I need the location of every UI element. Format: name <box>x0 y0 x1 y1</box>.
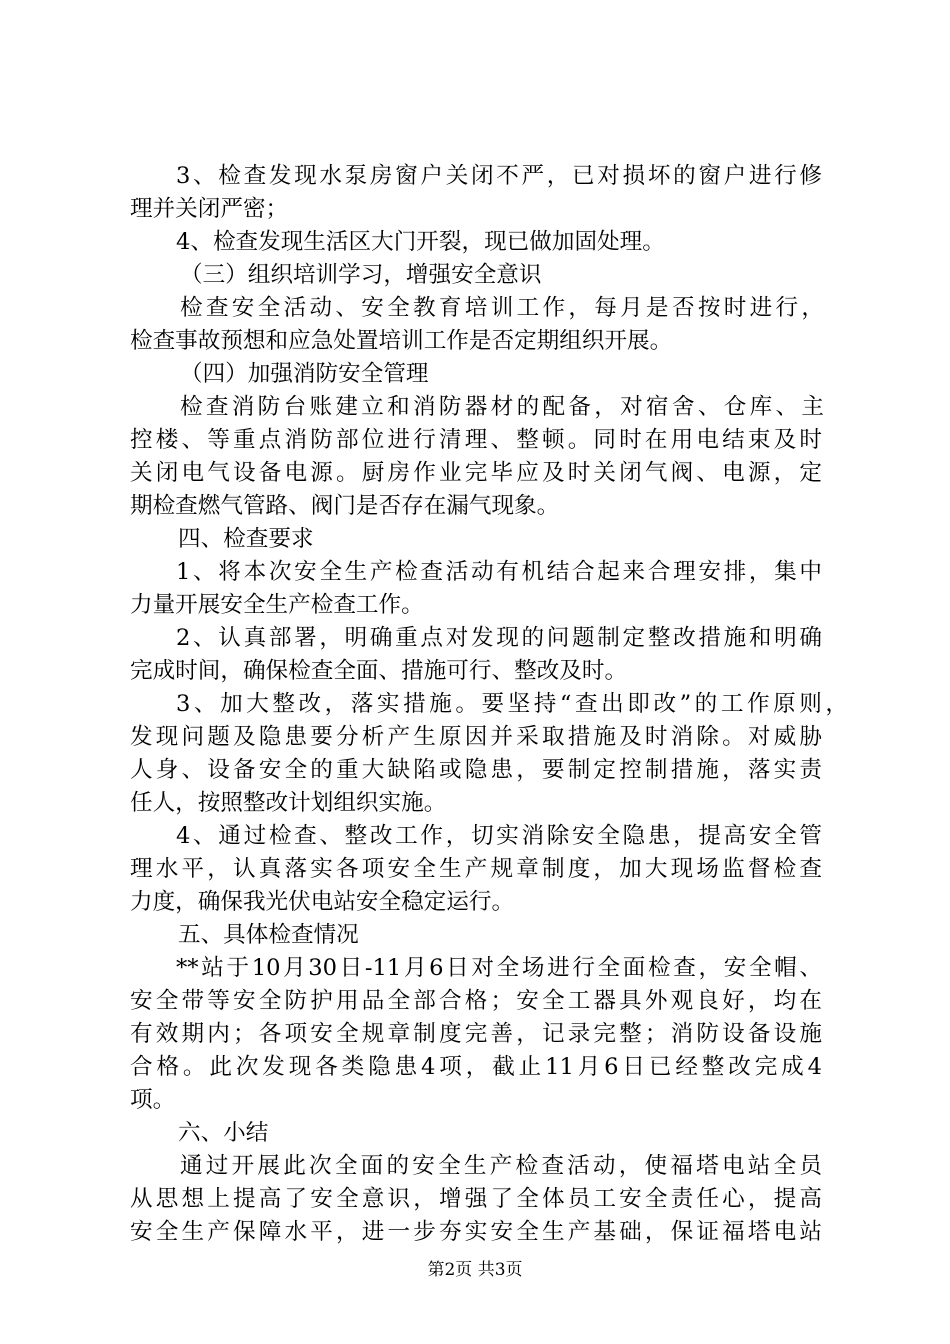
text-line: 1、将本次安全生产检查活动有机结合起来合理安排，集中 <box>176 559 822 585</box>
text-line: 力度，确保我光伏电站安全稳定运行。 <box>130 889 515 915</box>
text-line: 3、加大整改，落实措施。要坚持“查出即改”的工作原则， <box>176 691 848 717</box>
text-line: 通过开展此次全面的安全生产检查活动，使福塔电站全员 <box>180 1153 822 1179</box>
text-line: 人身、设备安全的重大缺陷或隐患，要制定控制措施，落实责 <box>130 757 822 783</box>
section-heading: 五、具体检查情况 <box>178 922 359 948</box>
text-line: 发现问题及隐患要分析产生原因并采取措施及时消除。对威胁 <box>130 724 822 750</box>
text-line: 完成时间，确保检查全面、措施可行、整改及时。 <box>130 658 628 684</box>
section-heading: （四）加强消防安全管理 <box>180 361 429 387</box>
text-line: 控楼、等重点消防部位进行清理、整顿。同时在用电结束及时 <box>130 427 822 453</box>
text-line: 安全带等安全防护用品全部合格；安全工器具外观良好，均在 <box>130 988 822 1014</box>
text-line: 任人，按照整改计划组织实施。 <box>130 790 447 816</box>
text-line: 4、通过检查、整改工作，切实消除安全隐患，提高安全管 <box>176 823 822 849</box>
text-line: 检查安全活动、安全教育培训工作，每月是否按时进行， <box>180 295 824 321</box>
text-line: 检查消防台账建立和消防器材的配备，对宿舍、仓库、主 <box>180 394 824 420</box>
text-line: 期检查燃气管路、阀门是否存在漏气现象。 <box>130 493 560 519</box>
text-line: 项。 <box>130 1087 176 1113</box>
text-line: 3、检查发现水泵房窗户关闭不严，已对损坏的窗户进行修 <box>176 163 822 189</box>
text-line: 有效期内；各项安全规章制度完善，记录完整；消防设备设施 <box>130 1021 822 1047</box>
text-line: 关闭电气设备电源。厨房作业完毕应及时关闭气阀、电源，定 <box>130 460 822 486</box>
text-line: 检查事故预想和应急处置培训工作是否定期组织开展。 <box>130 328 673 354</box>
section-heading: 六、小结 <box>178 1120 269 1146</box>
text-line: 力量开展安全生产检查工作。 <box>130 592 424 618</box>
section-heading: （三）组织培训学习，增强安全意识 <box>180 262 542 288</box>
text-line: 理水平，认真落实各项安全生产规章制度，加大现场监督检查 <box>130 856 822 882</box>
text-line: **站于10月30日-11月6日对全场进行全面检查，安全帽、 <box>176 955 822 981</box>
text-line: 理并关闭严密； <box>130 196 289 222</box>
text-line: 合格。此次发现各类隐患4项，截止11月6日已经整改完成4 <box>130 1054 822 1080</box>
text-line: 安全生产保障水平，进一步夯实安全生产基础，保证福塔电站 <box>130 1219 822 1245</box>
text-line: 从思想上提高了安全意识，增强了全体员工安全责任心，提高 <box>130 1186 822 1212</box>
section-heading: 四、检查要求 <box>178 526 314 552</box>
text-line: 2、认真部署，明确重点对发现的问题制定整改措施和明确 <box>176 625 822 651</box>
page-number: 第2页 共3页 <box>427 1260 523 1280</box>
text-line: 4、检查发现生活区大门开裂，现已做加固处理。 <box>176 229 665 255</box>
